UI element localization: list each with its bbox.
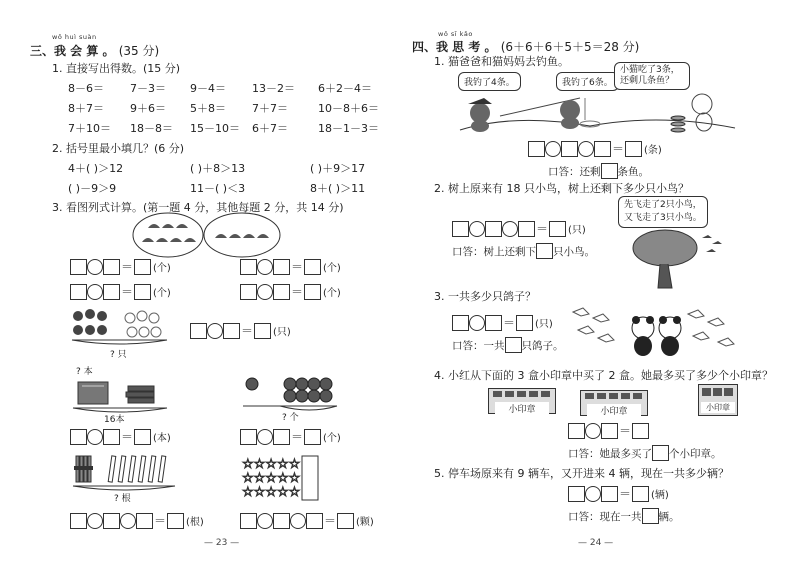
speech-bubble-kitten: 小猫吃了3条，还剩几条鱼？ [614, 62, 690, 90]
answer-box[interactable] [167, 513, 184, 529]
operator-circle[interactable] [578, 141, 594, 157]
answer-box[interactable] [642, 508, 659, 524]
answer-box[interactable] [273, 284, 290, 300]
answer-box[interactable] [505, 337, 522, 353]
operator-circle[interactable] [257, 259, 273, 275]
answer-box[interactable] [190, 323, 207, 339]
section3-pinyin: wǒ huì suàn [52, 33, 97, 41]
operator-circle[interactable] [207, 323, 223, 339]
q1-item: 7＋7＝ [252, 102, 288, 115]
answer-box[interactable] [70, 259, 87, 275]
answer-box[interactable] [625, 141, 642, 157]
answer-box[interactable] [601, 163, 618, 179]
r-answer-2 [452, 243, 595, 259]
answer-box[interactable] [103, 513, 120, 529]
stamp-box-2 [580, 390, 648, 416]
operator-circle[interactable] [502, 221, 518, 237]
q1-item: 10－8＋6＝ [318, 102, 379, 115]
answer-suffix: 只小鸟。 [553, 245, 595, 258]
answer-prefix: 口答：现在一共 [568, 510, 642, 523]
unit-label: (条) [644, 145, 662, 156]
r-q1-title: 1. 猫爸爸和猫妈妈去钓鱼。 [434, 55, 569, 68]
stamp-grid-icon [699, 385, 737, 399]
equation-ge-5: ＝ (个) [240, 428, 341, 445]
r-answer-1 [548, 163, 649, 179]
q1-item: 13－2＝ [252, 82, 295, 95]
operator-circle[interactable] [585, 486, 601, 502]
q1-item: 15－10＝ [190, 122, 240, 135]
answer-box[interactable] [337, 513, 354, 529]
q1-item: 8－6＝ [68, 82, 104, 95]
label-zhi-question: ? 只 [110, 350, 127, 360]
section4-points: (6＋6＋6＋5＋5＝28 分) [500, 40, 640, 54]
answer-box[interactable] [568, 423, 585, 439]
operator-circle[interactable] [290, 513, 306, 529]
operator-circle[interactable] [87, 429, 103, 445]
q1-item: 5＋8＝ [190, 102, 226, 115]
tree-birds-illustration [620, 226, 730, 292]
operator-circle[interactable] [120, 513, 136, 529]
answer-box[interactable] [240, 513, 257, 529]
unit-label: (颗) [356, 517, 374, 528]
answer-box[interactable] [70, 284, 87, 300]
answer-box[interactable] [273, 513, 290, 529]
r-equation-2: ＝ (只) [452, 220, 586, 237]
answer-box[interactable] [485, 315, 502, 331]
bubble-line-1: 先飞走了2只小鸟， [624, 200, 702, 210]
section3-title [30, 42, 159, 59]
page-number-right: — 24 — [578, 538, 614, 548]
stamp-box-label: 小印章 [495, 402, 549, 415]
equation-ge-3: ＝ (个) [70, 283, 171, 300]
q1-item: 6＋2－4＝ [318, 82, 372, 95]
answer-box[interactable] [304, 429, 321, 445]
r-equation-5: ＝ (辆) [568, 485, 669, 502]
label-ben-question: ? 本 [76, 367, 93, 377]
q1-item: 9－4＝ [190, 82, 226, 95]
speech-bubble-birds [618, 196, 708, 228]
stamp-box-3 [698, 384, 738, 416]
stamp-box-label: 小印章 [587, 404, 641, 417]
r-equation-3: ＝ (只) [452, 314, 553, 331]
r-q5-title: 5. 停车场原来有 9 辆车，又开进来 4 辆，现在一共多少辆？ [434, 467, 729, 480]
stamp-grid-icon [489, 389, 555, 399]
answer-box[interactable] [273, 429, 290, 445]
equation-zhi: ＝ (只) [190, 322, 291, 339]
answer-box[interactable] [516, 315, 533, 331]
answer-box[interactable] [134, 259, 151, 275]
equation-gen: ＝ (根) [70, 512, 204, 529]
unit-label: (个) [153, 288, 171, 299]
operator-circle[interactable] [257, 284, 273, 300]
answer-box[interactable] [223, 323, 240, 339]
answer-box[interactable] [70, 429, 87, 445]
answer-box[interactable] [273, 259, 290, 275]
unit-label: (只) [535, 319, 553, 330]
answer-box[interactable] [632, 486, 649, 502]
q2-item: 4＋( )＞12 [68, 162, 124, 175]
unit-label: (只) [568, 225, 586, 236]
bubble-line-2: 又飞走了3只小鸟。 [624, 213, 702, 223]
section3-title-text: 三、我 会 算 。 [30, 44, 115, 58]
answer-box[interactable] [652, 445, 669, 461]
speech-bubble-mom: 我钓了6条。 [556, 72, 619, 91]
unit-label: (个) [323, 288, 341, 299]
label-ben-total: 16本 [104, 415, 125, 425]
puppies-illustration [70, 306, 170, 346]
operator-circle[interactable] [469, 221, 485, 237]
equation-ge-2: ＝ (个) [240, 258, 341, 275]
answer-box[interactable] [103, 259, 120, 275]
stamp-grid-icon [581, 391, 647, 401]
answer-box[interactable] [240, 429, 257, 445]
stamp-box-label: 小印章 [701, 402, 735, 413]
q1-item: 7－3＝ [130, 82, 166, 95]
q3-title: 3. 看图列式计算。(第一题 4 分，其他每题 2 分，共 14 分) [52, 201, 344, 214]
answer-box[interactable] [70, 513, 87, 529]
answer-suffix: 条鱼。 [617, 165, 649, 178]
q1-item: 18－8＝ [130, 122, 173, 135]
answer-prefix: 口答：一共 [452, 339, 505, 352]
operator-circle[interactable] [469, 315, 485, 331]
answer-box[interactable] [103, 429, 120, 445]
svg-text:☆☆☆☆☆: ☆☆☆☆☆ [242, 457, 301, 472]
answer-box[interactable] [304, 284, 321, 300]
answer-box[interactable] [536, 243, 553, 259]
answer-box[interactable] [518, 221, 535, 237]
q2-item: ( )＋9＞17 [310, 162, 366, 175]
answer-box[interactable] [528, 141, 545, 157]
answer-prefix: 口答：树上还剩下 [452, 245, 536, 258]
r-equation-4: ＝ [568, 422, 649, 439]
equation-ge-1: ＝ (个) [70, 258, 171, 275]
unit-label: (本) [153, 433, 171, 444]
r-q2-title: 2. 树上原来有 18 只小鸟，树上还剩下多少只小鸟？ [434, 182, 689, 195]
unit-label: (根) [186, 517, 204, 528]
answer-box[interactable] [452, 221, 469, 237]
q1-item: 7＋10＝ [68, 122, 111, 135]
answer-box[interactable] [452, 315, 469, 331]
answer-box[interactable] [594, 141, 611, 157]
q1-item: 9＋6＝ [130, 102, 166, 115]
unit-label: (个) [323, 433, 341, 444]
equation-ke: ＝ (颗) [240, 512, 374, 529]
q1-item: 18－1－3＝ [318, 122, 379, 135]
q2-title: 2. 括号里最小填几？(6 分) [52, 142, 185, 155]
section4-pinyin: wǒ sī kǎo [438, 30, 473, 38]
operator-circle[interactable] [87, 259, 103, 275]
operator-circle[interactable] [257, 429, 273, 445]
operator-circle[interactable] [257, 513, 273, 529]
answer-box[interactable] [306, 513, 323, 529]
r-answer-4 [568, 445, 722, 461]
q2-item: ( )－9＞9 [68, 182, 117, 195]
answer-suffix: 个小印章。 [669, 447, 722, 460]
q2-item: ( )＋8＞13 [190, 162, 246, 175]
books-illustration [70, 374, 170, 414]
section3-points: (35 分) [118, 44, 160, 58]
svg-text:☆☆☆☆☆: ☆☆☆☆☆ [242, 471, 301, 486]
answer-box[interactable] [134, 284, 151, 300]
label-gen-question: ? 根 [114, 494, 131, 504]
label-ge-question: ? 个 [282, 413, 299, 423]
operator-circle[interactable] [87, 284, 103, 300]
hedgehog-groups-illustration [130, 210, 285, 260]
r-q4-title: 4. 小红从下面的 3 盒小印章中买了 2 盒。她最多买了多少个小印章？ [434, 369, 773, 382]
unit-label: (个) [323, 263, 341, 274]
answer-box[interactable] [240, 284, 257, 300]
stars-illustration [240, 454, 320, 502]
operator-circle[interactable] [585, 423, 601, 439]
answer-box[interactable] [240, 259, 257, 275]
svg-text:☆☆☆☆☆: ☆☆☆☆☆ [242, 485, 301, 500]
unit-label: (只) [273, 327, 291, 338]
q2-item: 11－( )＜3 [190, 182, 246, 195]
unit-label: (辆) [651, 490, 669, 501]
equation-ben: ＝ (本) [70, 428, 171, 445]
answer-box[interactable] [485, 221, 502, 237]
unit-label: (个) [153, 263, 171, 274]
answer-prefix: 口答：她最多买了 [568, 447, 652, 460]
operator-circle[interactable] [87, 513, 103, 529]
r-equation-1: ＝ (条) [528, 140, 662, 157]
answer-prefix: 口答：还剩 [548, 165, 601, 178]
r-answer-5 [568, 508, 680, 524]
q2-item: 8＋( )＞11 [310, 182, 366, 195]
pigeons-pandas-illustration [568, 300, 743, 360]
page-number-left: — 23 — [204, 538, 240, 548]
r-answer-3 [452, 337, 564, 353]
answer-suffix: 辆。 [658, 510, 680, 523]
q1-title: 1. 直接写出得数。(15 分) [52, 62, 181, 75]
operator-circle[interactable] [545, 141, 561, 157]
answer-box[interactable] [632, 423, 649, 439]
answer-box[interactable] [601, 423, 618, 439]
equation-ge-4: ＝ (个) [240, 283, 341, 300]
answer-box[interactable] [136, 513, 153, 529]
answer-box[interactable] [601, 486, 618, 502]
answer-box[interactable] [549, 221, 566, 237]
answer-box[interactable] [561, 141, 578, 157]
speech-bubble-dad: 我钓了4条。 [458, 72, 521, 91]
q1-item: 8＋7＝ [68, 102, 104, 115]
r-q3-title: 3. 一共多少只鸽子？ [434, 290, 536, 303]
section4-title-text: 四、我 思 考 。 [412, 40, 497, 54]
answer-box[interactable] [134, 429, 151, 445]
stamp-box-1 [488, 388, 556, 414]
answer-box[interactable] [568, 486, 585, 502]
apples-illustration [240, 372, 340, 412]
sticks-illustration [70, 452, 190, 492]
answer-box[interactable] [103, 284, 120, 300]
answer-suffix: 只鸽子。 [521, 339, 564, 352]
answer-box[interactable] [254, 323, 271, 339]
answer-box[interactable] [304, 259, 321, 275]
q1-item: 6＋7＝ [252, 122, 288, 135]
